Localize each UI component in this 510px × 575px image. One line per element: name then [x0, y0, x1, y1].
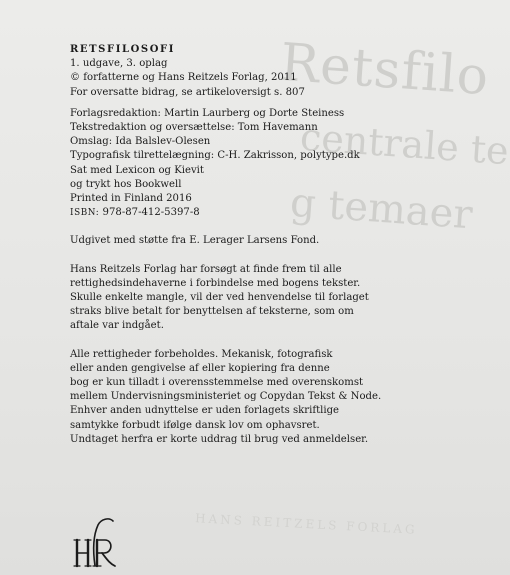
credit-line: Typografisk tilrettelægning: C-H. Zakrisson, polytype.dk — [70, 150, 360, 162]
rights-line: Undtaget herfra er korte uddrag til brug ved anmeldelser. — [70, 433, 369, 445]
contributions-line: For oversatte bidrag, se artikeloversigt s. 807 — [70, 86, 305, 98]
rights-line: rettighedsindehaverne i forbindelse med bogens tekster. — [70, 277, 361, 289]
credit-line: Omslag: Ida Balslev-Olesen — [70, 136, 211, 148]
credit-line: Forlagsredaktion: Martin Laurberg og Dorte Steiness — [70, 107, 345, 119]
rights-line: bog er kun tilladt i overensstemmelse med overenskomst — [70, 377, 364, 389]
rights-line: Hans Reitzels Forlag har forsøgt at finde frem til alle — [70, 263, 342, 275]
rights-line: samtykke forbudt ifølge dansk lov om ophavsret. — [70, 419, 320, 431]
copyright-line: © forfatterne og Hans Reitzels Forlag, 2011 — [70, 72, 297, 84]
isbn-label: ISBN: — [70, 208, 100, 219]
colophon-text — [70, 43, 420, 447]
show-through-text: HANS REITZELS FORLAG — [194, 511, 418, 537]
edition-line: 1. udgave, 3. oplag — [70, 58, 168, 70]
support-note: Udgivet med støtte fra E. Lerager Larsens Fond. — [70, 235, 320, 247]
isbn-number: 978-87-412-5397-8 — [102, 207, 200, 219]
credit-line: Printed in Finland 2016 — [70, 193, 192, 205]
rights-line: mellem Undervisningsministeriet og Copydan Tekst & Node. — [70, 391, 382, 403]
rights-line: Alle rettigheder forbeholdes. Mekanisk, fotografisk — [70, 348, 333, 360]
rights-line: Skulle enkelte mangle, vil der ved henvendelse til forlaget — [70, 292, 369, 304]
credit-line: og trykt hos Bookwell — [70, 178, 182, 190]
show-through-text: g temaer — [288, 179, 475, 239]
rights-line: aftale var indgået. — [70, 320, 164, 332]
book-title: RETSFILOSOFI — [70, 44, 176, 55]
credit-line: Tekstredaktion og oversættelse: Tom Havemann — [70, 122, 318, 134]
rights-line: eller anden gengivelse af eller kopiering fra denne — [70, 362, 330, 374]
credit-line: Sat med Lexicon og Kievit — [70, 164, 204, 176]
rights-line: Enhver anden udnyttelse er uden forlagets skriftlige — [70, 405, 340, 417]
hr-monogram-icon — [71, 516, 123, 570]
rights-line: straks blive betalt for benyttelsen af teksterne, som om — [70, 306, 354, 318]
show-through-text: Retsfilo — [278, 32, 492, 108]
show-through-text: centrale te — [298, 114, 510, 174]
isbn-line — [70, 206, 420, 220]
